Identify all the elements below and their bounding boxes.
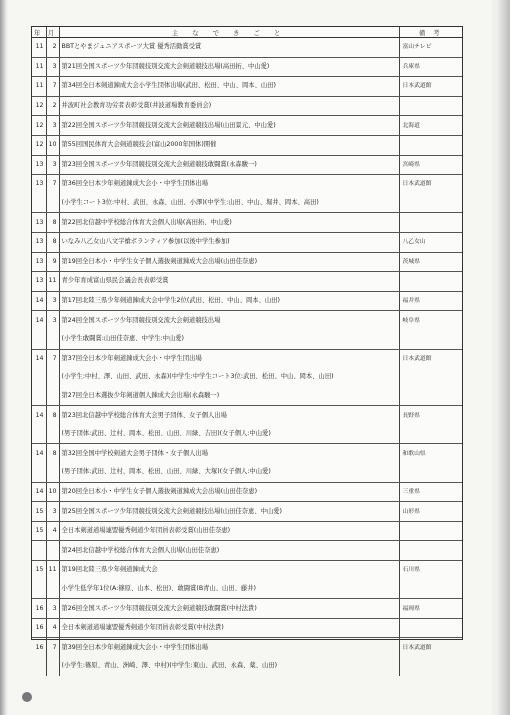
event-cell: 第27回全日本選抜少年剣道個人錬成大会出場(永森駿一) — [59, 387, 399, 406]
note-cell — [399, 618, 462, 638]
table-row — [32, 482, 462, 502]
month-cell — [46, 541, 59, 561]
month-cell: 9 — [46, 252, 59, 272]
event-cell: 第21回全国スポーツ少年団競技別交流大会剣道競技出場(高田拓、中山愛) — [59, 57, 399, 77]
year-cell: 14 — [32, 349, 46, 368]
event-cell: 第19回北陸三県少年剣道錬成大会 — [59, 561, 399, 580]
event-cell: 井波町社会教育功労者表彰受賞(井波道場教育委員会) — [59, 96, 399, 116]
note-cell: 富山テレビ — [399, 38, 462, 58]
note-cell: 福岡県 — [399, 599, 462, 619]
event-cell: 第23回北信越中学校総合体育大会男子団体、女子個人出場 — [59, 406, 399, 425]
note-cell: 日本武道館 — [399, 77, 462, 97]
month-cell: 7 — [46, 349, 59, 368]
event-cell: 第55回国民体育大会剣道競技会(富山2000年国体)開催 — [59, 135, 399, 155]
table-row — [32, 311, 462, 330]
table-row — [32, 541, 462, 561]
month-cell: 3 — [46, 116, 59, 136]
history-table — [32, 27, 462, 676]
note-cell — [399, 580, 462, 599]
year-cell — [32, 330, 46, 349]
year-cell: 15 — [32, 561, 46, 580]
year-cell — [32, 368, 46, 387]
year-cell — [32, 657, 46, 676]
event-cell: BBTとやまジュニアスポーツ大賞 優秀活動賞受賞 — [59, 38, 399, 58]
table-row — [32, 291, 462, 311]
event-cell: (小学生:中村、澤、山田、武田、永森)(中学生:中学生コート3位:武田、松田、中山、岡本、山田) — [59, 368, 399, 387]
year-column-header: 年 — [32, 27, 46, 38]
note-cell: 三重県 — [399, 482, 462, 502]
year-cell — [32, 425, 46, 444]
year-cell — [32, 463, 46, 482]
event-cell: 第22回北信越中学校総合体育大会個人出場(高田拓、中山愛) — [59, 213, 399, 233]
table-row — [32, 638, 462, 657]
month-cell — [46, 368, 59, 387]
event-cell: 第19回全日本小・中学生女子個人選抜剣道錬成大会出場(山田佳奈恵) — [59, 252, 399, 272]
event-cell: 青少年育成富山県民会議会長表彰受賞 — [59, 272, 399, 292]
year-cell: 12 — [32, 96, 46, 116]
note-cell — [399, 425, 462, 444]
note-cell: 日本武道館 — [402, 355, 432, 362]
note-cell: 和歌山県 — [402, 450, 426, 457]
event-cell: 第17回北陸三県少年剣道錬成大会中学生2位(武田、松田、中山、岡本、山田) — [59, 291, 399, 311]
table-row — [32, 57, 462, 77]
year-cell: 16 — [32, 599, 46, 619]
table-row — [32, 155, 462, 175]
event-cell: 第24回全国スポーツ少年団競技別交流大会剣道競技出場 — [59, 311, 399, 330]
month-column-header: 月 — [47, 28, 58, 37]
event-cell: 第23回全国スポーツ少年団競技別交流大会剣道競技敢闘賞(永森駿一) — [59, 155, 399, 175]
note-cell — [399, 272, 462, 292]
month-cell: 7 — [46, 175, 59, 194]
note-cell: 北海道 — [399, 116, 462, 136]
note-column-header: 備 考 — [399, 27, 462, 38]
table-row — [32, 599, 462, 619]
month-cell: 4 — [46, 521, 59, 541]
month-cell: 7 — [46, 77, 59, 97]
table-row — [32, 580, 462, 599]
month-cell: 3 — [46, 155, 59, 175]
year-cell: 13 — [32, 175, 46, 194]
month-cell: 10 — [46, 135, 59, 155]
history-table-frame — [31, 26, 463, 670]
table-row — [32, 349, 462, 368]
year-cell — [32, 194, 46, 213]
table-row — [32, 232, 462, 252]
year-cell: 16 — [32, 638, 46, 657]
year-cell: 11 — [32, 77, 46, 97]
event-cell: 小学生低学年1位(A:篠原、山本、松田)、敢闘賞(B青山、山田、藤井) — [59, 580, 399, 599]
event-cell: (小学生敢闘賞:山田佳奈恵、中学生:中山愛) — [59, 330, 399, 349]
event-cell: (男子団体:武田、辻村、岡本、松田、山田、川緑、吉田)(女子個人:中山愛) — [59, 425, 399, 444]
note-cell — [399, 541, 462, 561]
year-cell: 16 — [32, 618, 46, 638]
month-cell: 11 — [46, 272, 59, 292]
month-cell — [46, 657, 59, 676]
note-cell: 長野県 — [402, 412, 420, 419]
note-cell: 山形県 — [399, 502, 462, 522]
note-cell: 茨城県 — [399, 252, 462, 272]
month-cell: 4 — [46, 618, 59, 638]
note-cell: 兵庫県 — [399, 57, 462, 77]
note-cell — [399, 657, 462, 676]
table-row — [32, 657, 462, 676]
table-row — [32, 135, 462, 155]
table-row — [32, 425, 462, 444]
month-cell: 3 — [46, 599, 59, 619]
event-cell: 第24回北信越中学校総合体育大会個人出場(山田佳奈恵) — [59, 541, 399, 561]
year-cell: 15 — [32, 521, 46, 541]
event-cell: (小学生コート3位:中村、武田、永森、山田、小澤)(中学生:山田、中山、堀井、岡本、高田) — [59, 194, 399, 213]
event-cell: 第34回全日本剣道錬成大会小学生団体出場(武田、松田、中山、岡本、山田) — [59, 77, 399, 97]
month-cell: 8 — [46, 213, 59, 233]
note-cell: 宮崎県 — [399, 155, 462, 175]
table-row — [32, 368, 462, 387]
note-cell — [399, 387, 462, 406]
event-cell: 第37回全日本少年剣道錬成大会小・中学生団出場 — [59, 349, 399, 368]
event-cell: 全日本剣道道場連盟優秀剣道少年団員表彰受賞(中村法貴) — [59, 618, 399, 638]
table-row — [32, 330, 462, 349]
scan-right-shadow — [496, 0, 510, 715]
month-cell: 2 — [46, 96, 59, 116]
year-cell: 13 — [32, 213, 46, 233]
event-cell: 第36回全日本少年剣道錬成大会小・中学生団体出場 — [59, 175, 399, 194]
month-cell — [46, 387, 59, 406]
event-cell: 第25回全国スポーツ少年団競技別交流大会剣道競技出場(山田佳奈恵、中山愛) — [59, 502, 399, 522]
year-cell — [32, 541, 46, 561]
table-body — [32, 38, 462, 676]
note-cell — [399, 96, 462, 116]
month-cell — [46, 194, 59, 213]
table-row — [32, 618, 462, 638]
year-cell — [32, 580, 46, 599]
table-row — [32, 387, 462, 406]
month-cell: 2 — [46, 38, 59, 58]
month-cell: 8 — [46, 444, 59, 463]
table-row — [32, 406, 462, 425]
note-cell — [399, 213, 462, 233]
event-cell: 第26回全国スポーツ少年団競技別交流大会剣道競技敢闘賞(中村法貴) — [59, 599, 399, 619]
month-cell — [46, 463, 59, 482]
year-cell: 15 — [32, 502, 46, 522]
year-cell: 12 — [32, 135, 46, 155]
scan-left-shadow — [0, 0, 6, 715]
year-cell: 13 — [32, 155, 46, 175]
note-cell: 日本武道館 — [402, 644, 432, 651]
month-cell: 3 — [46, 57, 59, 77]
note-cell: 福井県 — [399, 291, 462, 311]
table-row — [32, 175, 462, 194]
table-row — [32, 252, 462, 272]
year-cell: 11 — [32, 38, 46, 58]
note-cell — [399, 521, 462, 541]
month-cell — [46, 330, 59, 349]
month-cell: 10 — [46, 482, 59, 502]
event-cell: (男子団体:武田、辻村、岡本、松田、山田、川緑、大塚)(女子個人:中山愛) — [59, 463, 399, 482]
year-cell — [32, 387, 46, 406]
table-row — [32, 272, 462, 292]
year-cell: 14 — [32, 444, 46, 463]
event-cell: 第22回全国スポーツ少年団競技別交流大会剣道競技出場(山田景元、中山愛) — [59, 116, 399, 136]
event-cell: いなみ八乙女山八文字槍ボランティア参加(以後中学生参加) — [59, 232, 399, 252]
event-cell: 第20回全日本小・中学生女子個人選抜剣道錬成大会出場(山田佳奈恵) — [59, 482, 399, 502]
note-cell: 日本武道館 — [402, 181, 432, 188]
event-cell: (小学生:篠原、青山、洲崎、澤、中村)(中学生:東山、武田、永森、薬、山田) — [59, 657, 399, 676]
year-cell: 14 — [32, 482, 46, 502]
year-cell: 11 — [32, 57, 46, 77]
month-cell: 3 — [46, 311, 59, 330]
table-row — [32, 38, 462, 58]
note-cell: 八乙女山 — [399, 232, 462, 252]
event-cell: 全日本剣道道場連盟優秀剣道少年団員表彰受賞(山田佳奈恵) — [59, 521, 399, 541]
binding-hole-mark — [22, 692, 32, 702]
year-cell: 13 — [32, 272, 46, 292]
table-row — [32, 96, 462, 116]
table-row — [32, 213, 462, 233]
event-cell: 第39回全日本少年剣道錬成大会小・中学生団体出場 — [59, 638, 399, 657]
note-cell — [399, 330, 462, 349]
month-cell: 3 — [46, 502, 59, 522]
table-row — [32, 463, 462, 482]
table-row — [32, 561, 462, 580]
event-cell: 第32回全国中学校剣道大会男子団体・女子個人出場 — [59, 444, 399, 463]
table-row — [32, 194, 462, 213]
year-cell: 14 — [32, 406, 46, 425]
month-cell: 8 — [46, 406, 59, 425]
month-cell — [46, 580, 59, 599]
note-cell — [399, 463, 462, 482]
table-row — [32, 502, 462, 522]
year-cell: 14 — [32, 311, 46, 330]
event-column-header: 主 な で き ご と — [59, 27, 399, 38]
note-cell — [399, 368, 462, 387]
table-header-row — [32, 27, 462, 38]
year-cell: 14 — [32, 291, 46, 311]
month-cell: 7 — [46, 638, 59, 657]
note-cell — [399, 135, 462, 155]
note-cell: 岐阜県 — [402, 317, 420, 324]
month-cell: 3 — [46, 291, 59, 311]
note-cell — [399, 194, 462, 213]
table-row — [32, 444, 462, 463]
month-cell — [46, 425, 59, 444]
table-row — [32, 521, 462, 541]
month-cell: 8 — [46, 232, 59, 252]
year-cell: 13 — [32, 232, 46, 252]
note-cell: 石川県 — [402, 567, 420, 574]
year-cell: 12 — [32, 116, 46, 136]
table-row — [32, 116, 462, 136]
year-cell: 13 — [32, 252, 46, 272]
table-row — [32, 77, 462, 97]
month-cell: 11 — [46, 561, 59, 580]
